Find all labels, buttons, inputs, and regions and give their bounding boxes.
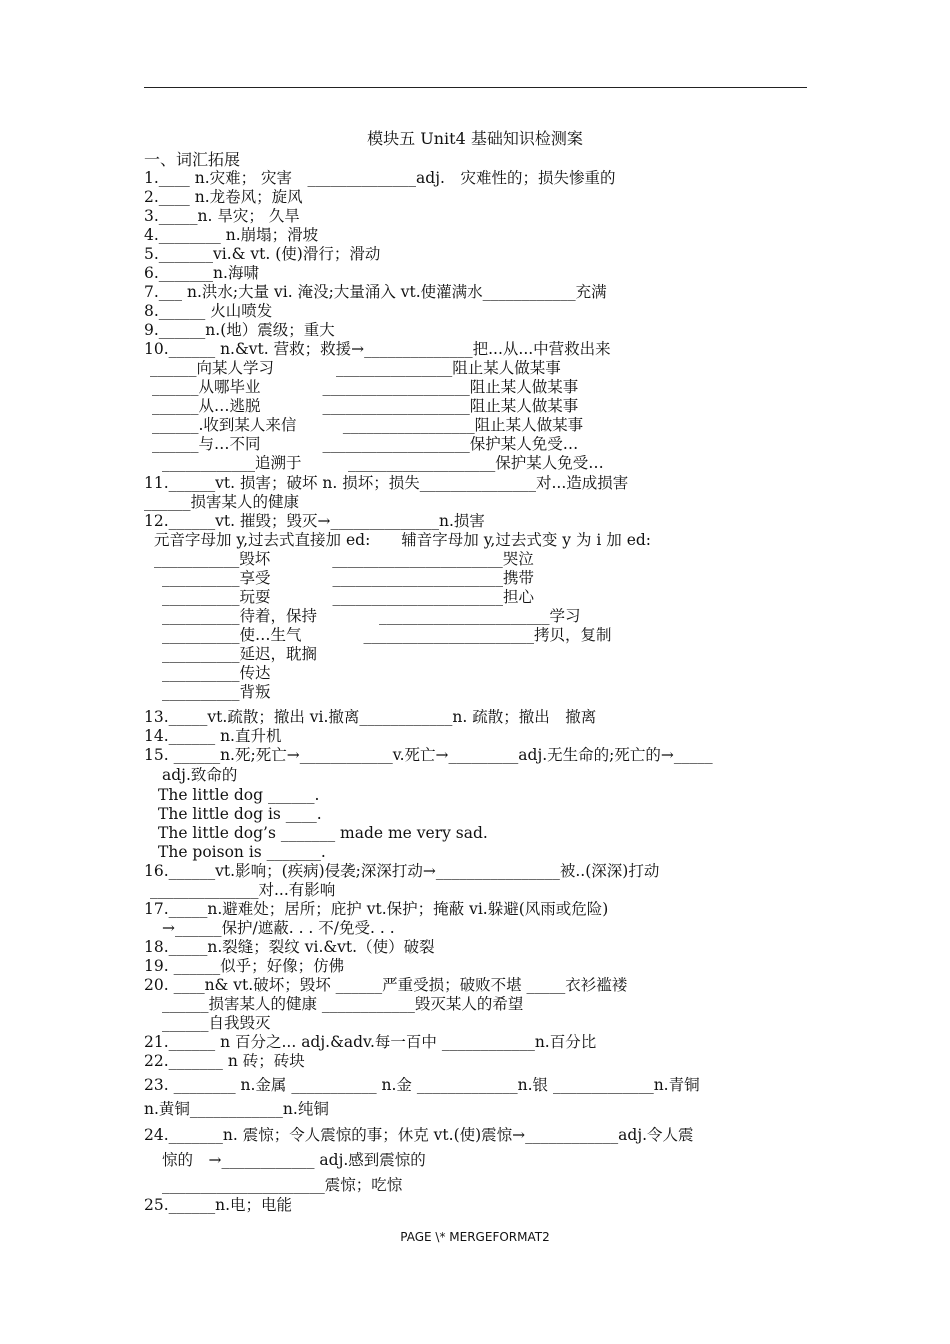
item-10-sub: ____________追溯于 ___________________保护某人免受… [162, 454, 604, 472]
item-20-sub: ______损害某人的健康 ____________毁灭某人的希望 [162, 995, 524, 1013]
item-20: 20. ____n& vt.破坏；毁坏 ______严重受损；破败不堪 _____衣衫褴褛 [144, 976, 628, 994]
item-10-sub: ______.收到某人来信 _________________阻止某人做某事 [152, 416, 584, 434]
item-16: 16.______vt.影响；(疾病)侵袭;深深打动→________________被..(深深)打动 [144, 862, 660, 880]
item-10-sub: ______从哪毕业 ___________________阻止某人做某事 [152, 378, 579, 396]
item-11: 11.______vt. 损害；破坏 n. 损坏；损失_______________对...造成损害 [144, 474, 629, 492]
item-11-sub: ______损害某人的健康 [144, 493, 300, 511]
item-6: 6._______n.海啸 [144, 264, 259, 282]
item-10: 10.______ n.&vt. 营救；救援→______________把...从...中营救出来 [144, 340, 611, 358]
item-25: 25.______n.电；电能 [144, 1196, 293, 1214]
item-12-sub: __________使…生气 ______________________拷贝，复制 [162, 626, 612, 644]
item-12-sub: __________背叛 [162, 683, 271, 701]
item-15: 15. ______n.死;死亡→____________v.死亡→_________adj.无生命的;死亡的→_____ [144, 746, 713, 764]
item-12-note: 元音字母加 y,过去式直接加 ed: 辅音字母加 y,过去式变 y 为 i 加 ed: [154, 531, 652, 549]
item-12-sub: __________待着，保持 ______________________学习 [162, 607, 581, 625]
item-24-sub: 惊的 →____________ adj.感到震惊的 [162, 1151, 426, 1169]
item-15-sentence: The little dog’s _______ made me very sad. [158, 824, 488, 842]
item-24: 24._______n. 震惊；令人震惊的事；休克 vt.(使)震惊→____________adj.令人震 [144, 1126, 694, 1144]
item-15-sentence: The little dog is ____. [158, 805, 322, 823]
item-2: 2.____ n.龙卷风；旋风 [144, 188, 303, 206]
item-17-sub: →______保护/遮蔽. . . 不/免受. . . [162, 919, 395, 937]
page-footer: PAGE \* MERGEFORMAT2 [400, 1230, 550, 1244]
item-12-sub: ___________毁坏 ______________________哭泣 [154, 550, 534, 568]
item-15-sentence: The little dog ______. [158, 786, 320, 804]
item-21: 21.______ n 百分之... adj.&adv.每一百中 ____________n.百分比 [144, 1033, 597, 1051]
item-16-sub: ______________对...有影响 [150, 881, 336, 899]
item-24-sub: _____________________震惊；吃惊 [162, 1176, 403, 1194]
item-22: 22._______ n 砖；砖块 [144, 1052, 305, 1070]
item-5: 5._______vi.& vt. (使)滑行；滑动 [144, 245, 381, 263]
item-12-sub: __________玩耍 ______________________担心 [162, 588, 535, 606]
item-7: 7.___ n.洪水;大量 vi. 淹没;大量涌入 vt.使灌满水____________充满 [144, 283, 607, 301]
item-18: 18._____n.裂缝；裂纹 vi.&vt.（使）破裂 [144, 938, 435, 956]
item-17: 17._____n.避难处；居所；庇护 vt.保护；掩蔽 vi.躲避(风雨或危险) [144, 900, 609, 918]
item-12-sub: __________享受 ______________________携带 [162, 569, 535, 587]
page-title: 模块五 Unit4 基础知识检测案 [367, 129, 583, 148]
item-1: 1.____ n.灾难； 灾害 ______________adj. 灾难性的；损失惨重的 [144, 169, 616, 187]
header-rule [144, 87, 807, 88]
item-14: 14.______ n.直升机 [144, 727, 282, 745]
item-23: 23. ________ n.金属 ___________ n.金 _____________n.银 _____________n.青铜 [144, 1076, 700, 1094]
item-15-sentence: The poison is _______. [158, 843, 326, 861]
item-3: 3._____n. 旱灾； 久旱 [144, 207, 300, 225]
item-12: 12.______vt. 摧毁；毁灭→______________n.损害 [144, 512, 485, 530]
item-8: 8.______ 火山喷发 [144, 302, 273, 320]
item-10-sub: ______向某人学习 _______________阻止某人做某事 [150, 359, 561, 377]
item-13: 13._____vt.疏散；撤出 vi.撤离____________n. 疏散；撤出 撤离 [144, 708, 597, 726]
item-12-sub: __________延迟，耽搁 [162, 645, 318, 663]
item-12-sub: __________传达 [162, 664, 271, 682]
item-23-sub: n.黄铜____________n.纯铜 [144, 1100, 329, 1118]
item-10-sub: ______从…逃脱 ___________________阻止某人做某事 [152, 397, 579, 415]
item-4: 4.________ n.崩塌；滑坡 [144, 226, 319, 244]
item-15-sub: adj.致命的 [162, 766, 238, 784]
section-heading: 一、词汇拓展 [144, 150, 241, 169]
item-9: 9.______n.(地）震级；重大 [144, 321, 335, 339]
item-20-sub: ______自我毁灭 [162, 1014, 271, 1032]
item-10-sub: ______与…不同 ___________________保护某人免受… [152, 435, 579, 453]
item-19: 19. ______似乎；好像；仿佛 [144, 957, 345, 975]
